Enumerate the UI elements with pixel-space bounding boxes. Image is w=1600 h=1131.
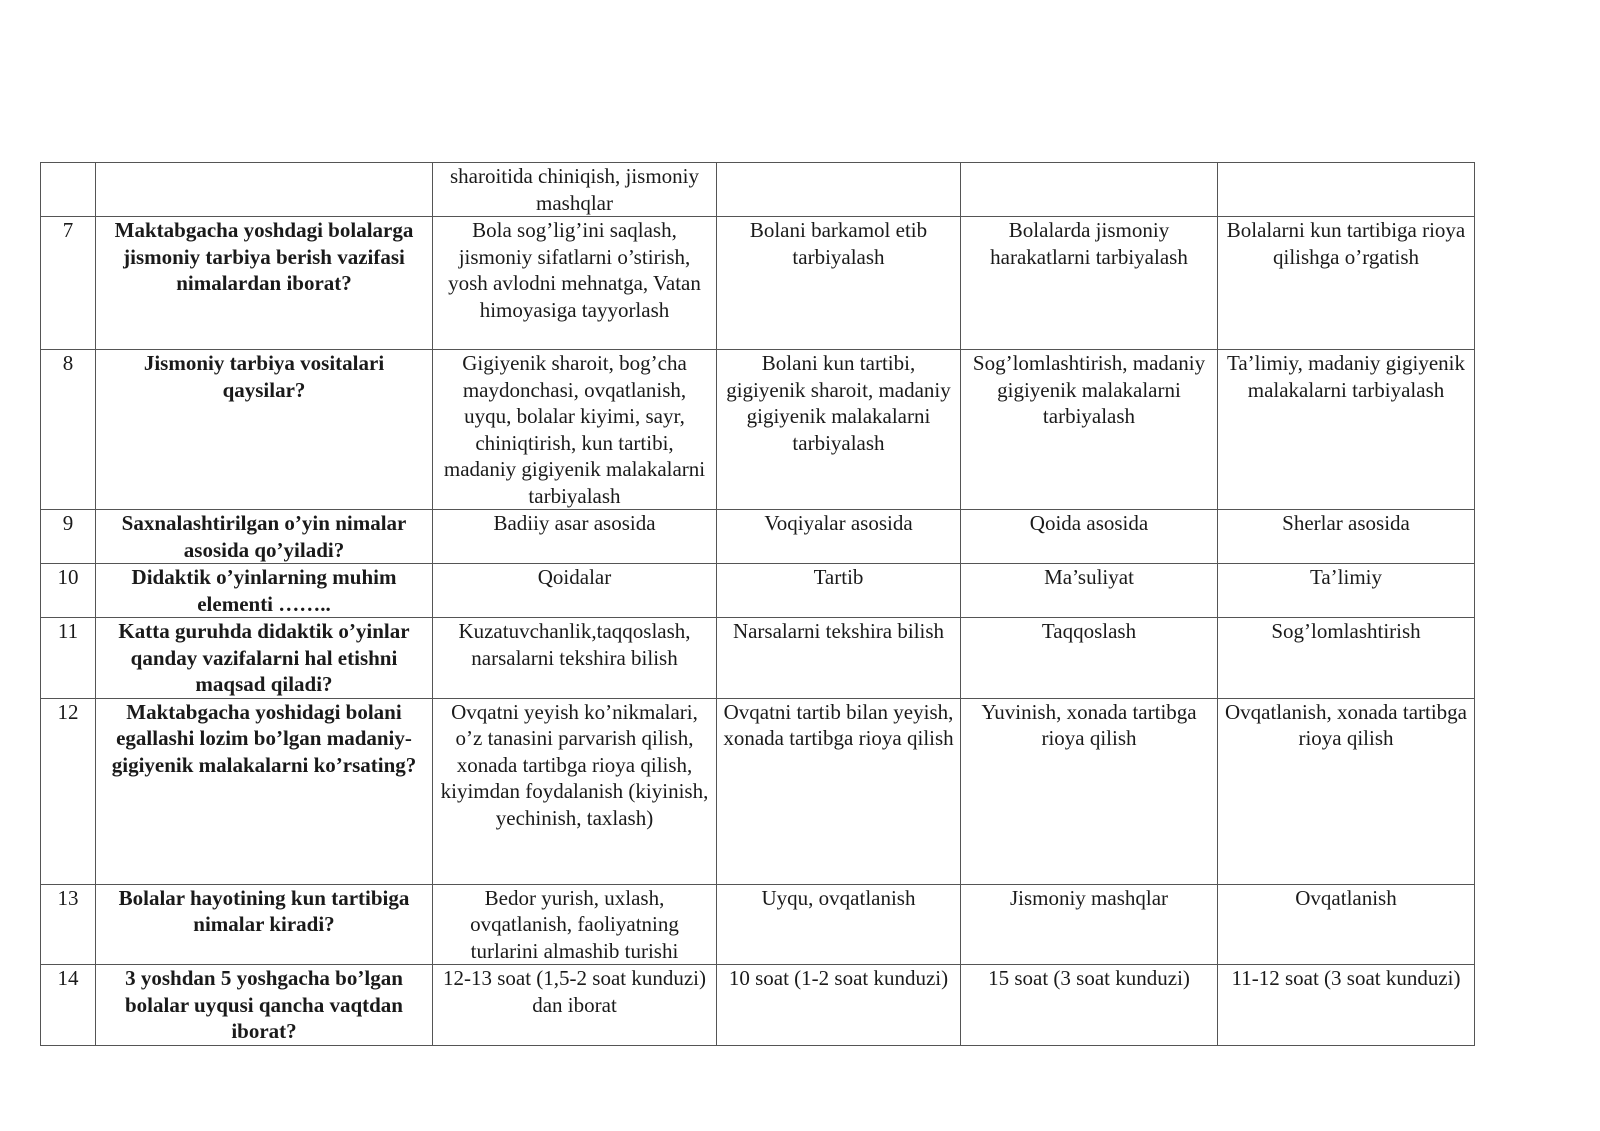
answer-b-cell: Bolani barkamol etib tarbiyalash <box>717 217 961 350</box>
row-number: 11 <box>41 618 96 699</box>
table-row <box>41 884 1475 965</box>
answer-a-cell: Kuzatuvchanlik,taqqoslash, narsalarni tekshira bilish <box>433 618 717 699</box>
answer-a-cell: Gigiyenik sharoit, bog’cha maydonchasi, ovqatlanish, uyqu, bolalar kiyimi, sayr, chiniqtirish, kun tartibi, madaniy gigiyenik malakalarni tarbiyalash <box>433 350 717 510</box>
row-number <box>41 163 96 217</box>
question-cell: Saxnalashtirilgan o’yin nimalar asosida qo’yiladi? <box>96 510 433 564</box>
question-cell: Maktabgacha yoshdagi bolalarga jismoniy tarbiya berish vazifasi nimalardan iborat? <box>96 217 433 350</box>
answer-c-cell: Yuvinish, xonada tartibga rioya qilish <box>961 698 1218 884</box>
answer-b-cell: 10 soat (1-2 soat kunduzi) <box>717 965 961 1046</box>
table-row <box>41 350 1475 510</box>
answer-d-cell: Ovqatlanish <box>1218 884 1475 965</box>
row-number: 10 <box>41 564 96 618</box>
answer-b-cell: Narsalarni tekshira bilish <box>717 618 961 699</box>
answer-a-cell: Bola sog’lig’ini saqlash, jismoniy sifatlarni o’stirish, yosh avlodni mehnatga, Vatan himoyasiga tayyorlash <box>433 217 717 350</box>
table-row <box>41 618 1475 699</box>
row-number: 13 <box>41 884 96 965</box>
question-cell <box>96 163 433 217</box>
answer-c-cell: Jismoniy mashqlar <box>961 884 1218 965</box>
table-row <box>41 163 1475 217</box>
answer-a-cell: Bedor yurish, uxlash, ovqatlanish, faoliyatning turlarini almashib turishi <box>433 884 717 965</box>
answer-d-cell: Ovqatlanish, xonada tartibga rioya qilish <box>1218 698 1475 884</box>
answer-d-cell: Bolalarni kun tartibiga rioya qilishga o’rgatish <box>1218 217 1475 350</box>
answer-b-cell: Uyqu, ovqatlanish <box>717 884 961 965</box>
answer-c-cell: Ma’suliyat <box>961 564 1218 618</box>
answer-d-cell: Sherlar asosida <box>1218 510 1475 564</box>
table-row <box>41 217 1475 350</box>
answer-b-cell: Tartib <box>717 564 961 618</box>
answer-a-cell: Ovqatni yeyish ko’nikmalari, o’z tanasini parvarish qilish, xonada tartibga rioya qilish, kiyimdan foydalanish (kiyinish, yechinish, taxlash) <box>433 698 717 884</box>
row-number: 14 <box>41 965 96 1046</box>
answer-c-cell: Bolalarda jismoniy harakatlarni tarbiyalash <box>961 217 1218 350</box>
question-cell: Maktabgacha yoshidagi bolani egallashi lozim bo’lgan madaniy-gigiyenik malakalarni ko’rsating? <box>96 698 433 884</box>
answer-d-cell: 11-12 soat (3 soat kunduzi) <box>1218 965 1475 1046</box>
answer-c-cell: 15 soat (3 soat kunduzi) <box>961 965 1218 1046</box>
question-cell: Bolalar hayotining kun tartibiga nimalar kiradi? <box>96 884 433 965</box>
question-cell: Katta guruhda didaktik o’yinlar qanday vazifalarni hal etishni maqsad qiladi? <box>96 618 433 699</box>
row-number: 8 <box>41 350 96 510</box>
question-cell: 3 yoshdan 5 yoshgacha bo’lgan bolalar uyqusi qancha vaqtdan iborat? <box>96 965 433 1046</box>
answer-a-cell: sharoitida chiniqish, jismoniy mashqlar <box>433 163 717 217</box>
answer-d-cell <box>1218 163 1475 217</box>
answer-c-cell: Qoida asosida <box>961 510 1218 564</box>
row-number: 7 <box>41 217 96 350</box>
answer-d-cell: Sog’lomlashtirish <box>1218 618 1475 699</box>
table-row <box>41 564 1475 618</box>
answer-a-cell: Qoidalar <box>433 564 717 618</box>
answer-c-cell <box>961 163 1218 217</box>
answer-b-cell: Ovqatni tartib bilan yeyish, xonada tartibga rioya qilish <box>717 698 961 884</box>
answer-b-cell: Bolani kun tartibi, gigiyenik sharoit, madaniy gigiyenik malakalarni tarbiyalash <box>717 350 961 510</box>
question-cell: Didaktik o’yinlarning muhim elementi …….. <box>96 564 433 618</box>
answer-d-cell: Ta’limiy <box>1218 564 1475 618</box>
row-number: 12 <box>41 698 96 884</box>
question-table <box>40 162 1475 1046</box>
answer-d-cell: Ta’limiy, madaniy gigiyenik malakalarni tarbiyalash <box>1218 350 1475 510</box>
table-row <box>41 965 1475 1046</box>
question-cell: Jismoniy tarbiya vositalari qaysilar? <box>96 350 433 510</box>
answer-a-cell: Badiiy asar asosida <box>433 510 717 564</box>
answer-b-cell <box>717 163 961 217</box>
answer-c-cell: Sog’lomlashtirish, madaniy gigiyenik malakalarni tarbiyalash <box>961 350 1218 510</box>
answer-c-cell: Taqqoslash <box>961 618 1218 699</box>
row-number: 9 <box>41 510 96 564</box>
table-row <box>41 698 1475 884</box>
answer-b-cell: Voqiyalar asosida <box>717 510 961 564</box>
table-row <box>41 510 1475 564</box>
answer-a-cell: 12-13 soat (1,5-2 soat kunduzi) dan iborat <box>433 965 717 1046</box>
